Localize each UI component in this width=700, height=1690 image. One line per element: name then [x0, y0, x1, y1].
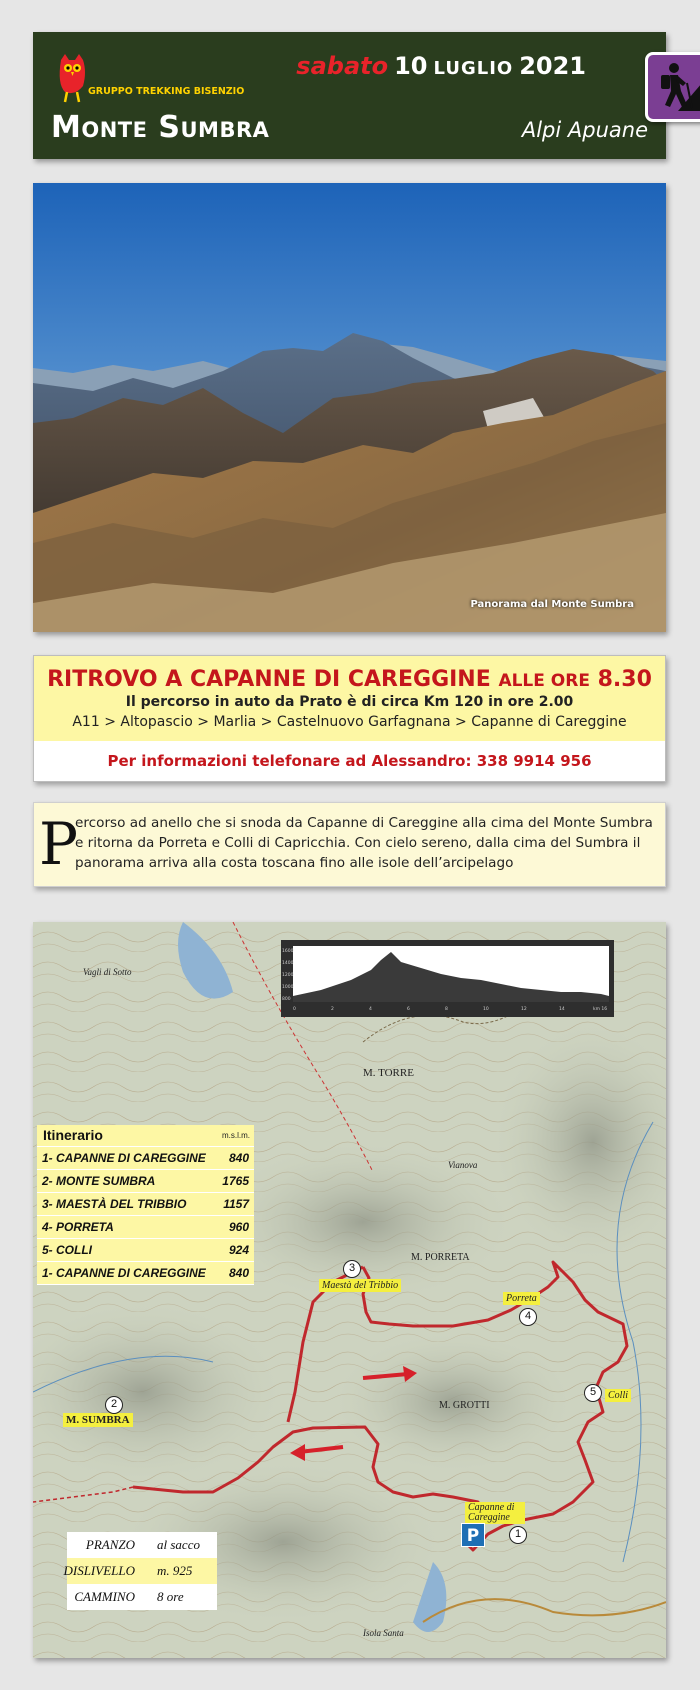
itinerary-unit: m.s.l.m.: [222, 1131, 250, 1140]
profile-y-tick: 1000: [282, 985, 294, 990]
profile-x-tick: 14: [559, 1007, 565, 1012]
itinerary-table: [37, 1125, 254, 1285]
itinerary-stop: 1- CAPANNE DI CAREGGINE: [42, 1151, 206, 1165]
header-banner: [33, 32, 666, 159]
meeting-place: RITROVO A CAPANNE DI CAREGGINE: [47, 667, 491, 692]
profile-x-tick: 12: [521, 1007, 527, 1012]
itinerary-row: [37, 1239, 254, 1262]
itinerary-stop: 1- CAPANNE DI CAREGGINE: [42, 1266, 206, 1280]
itinerary-row: [37, 1147, 254, 1170]
waypoint-number-3: 3: [343, 1260, 361, 1278]
owl-mascot-icon: [55, 52, 89, 106]
profile-y-tick: 1200: [282, 973, 294, 978]
description-box: [33, 802, 666, 887]
itinerary-title: Itinerario: [43, 1127, 103, 1143]
itinerary-altitude: 924: [228, 1243, 249, 1257]
group-logo: [55, 52, 245, 112]
event-date: [296, 52, 586, 80]
event-date-number: 10: [394, 52, 428, 80]
fact-row-duration: [67, 1584, 217, 1610]
itinerary-row: [37, 1170, 254, 1193]
waypoint-number-2: 2: [105, 1396, 123, 1414]
itinerary-row: [37, 1216, 254, 1239]
fact-row-elevation-gain: [63, 1558, 217, 1584]
fact-label: DISLIVELLO: [63, 1563, 135, 1578]
drive-info: Il percorso in auto da Prato è di circa Km 120 in ore 2.00: [125, 694, 574, 710]
contact-info: Per informazioni telefonare ad Alessandro: 338 9914 956: [107, 752, 592, 770]
fact-value: al sacco: [157, 1537, 200, 1552]
event-day: sabato: [296, 52, 389, 80]
itinerary-header: [37, 1125, 254, 1147]
itinerary-stop: 2- MONTE SUMBRA: [42, 1174, 156, 1188]
itinerary-altitude: 840: [228, 1266, 249, 1280]
fact-value: 8 ore: [157, 1589, 184, 1604]
label-m-grotti: M. GROTTI: [439, 1400, 490, 1411]
parking-icon: P: [461, 1523, 485, 1547]
page-title: Monte Sumbra: [51, 110, 270, 145]
photo-caption: Panorama dal Monte Sumbra: [470, 599, 634, 610]
waypoint-tag-capanne: Capanne di Careggine: [465, 1502, 525, 1524]
label-isola-santa: Isola Santa: [363, 1628, 404, 1638]
itinerary-stop: 4- PORRETA: [42, 1220, 114, 1234]
profile-x-tick: 4: [369, 1007, 372, 1012]
elevation-profile-graph: [281, 940, 614, 1017]
group-name: GRUPPO TREKKING BISENZIO: [88, 86, 245, 97]
facts-box: [63, 1532, 217, 1610]
itinerary-row: [37, 1193, 254, 1216]
itinerary-stop: 3- MAESTÀ DEL TRIBBIO: [42, 1197, 187, 1211]
profile-y-tick: 1400: [282, 961, 294, 966]
description-text: ercorso ad anello che si snoda da Capanne di Careggine alla cima del Monte Sumbra e ritorna da Porreta e Colli di Capricchia. Con cielo sereno, dalla cima del Sumbra il panorama arriva alla costa toscana fino alle isole dell’arcipelago: [75, 815, 653, 871]
elevation-profile: [281, 940, 614, 1017]
profile-y-tick: 800: [282, 997, 291, 1002]
itinerary-row: [37, 1262, 254, 1285]
itinerary-stop: 5- COLLI: [42, 1243, 92, 1257]
page-subtitle: Alpi Apuane: [521, 118, 648, 142]
profile-y-tick: 1600: [282, 949, 294, 954]
label-vianova: Vianova: [448, 1160, 478, 1170]
panorama-photo: [33, 183, 666, 632]
hiking-icon: [645, 52, 700, 122]
label-m-torre: M. TORRE: [363, 1067, 414, 1079]
profile-x-tick: 0: [293, 1007, 296, 1012]
profile-x-tick: km 16: [593, 1007, 608, 1012]
itinerary-altitude: 1765: [222, 1174, 249, 1188]
profile-x-tick: 2: [331, 1007, 334, 1012]
drop-cap: P: [39, 810, 79, 878]
itinerary-altitude: 840: [228, 1151, 249, 1165]
meeting-box: [33, 655, 666, 782]
mountain-landscape-image: [33, 183, 666, 632]
itinerary-altitude: 960: [228, 1220, 249, 1234]
waypoint-number-1: 1: [509, 1526, 527, 1544]
fact-label: PRANZO: [85, 1537, 135, 1552]
label-vagli-sotto: Vagli di Sotto: [83, 967, 132, 977]
event-year: 2021: [519, 52, 586, 80]
waypoint-number-5: 5: [584, 1384, 602, 1402]
waypoint-tag-porreta: Porreta: [503, 1292, 540, 1305]
waypoint-tag-maesta: Maestà del Tribbio: [319, 1279, 401, 1292]
meeting-time: 8.30: [597, 667, 652, 692]
event-month: LUGLIO: [433, 58, 514, 79]
fact-row-lunch: [67, 1532, 217, 1558]
route-map: [33, 922, 666, 1658]
label-m-porreta: M. PORRETA: [411, 1252, 470, 1263]
waypoint-tag-sumbra: M. SUMBRA: [63, 1413, 133, 1427]
waypoint-tag-colli: Colli: [605, 1389, 631, 1402]
profile-x-tick: 6: [407, 1007, 410, 1012]
drive-route: A11 > Altopascio > Marlia > Castelnuovo Garfagnana > Capanne di Careggine: [72, 714, 627, 730]
profile-x-tick: 8: [445, 1007, 448, 1012]
meeting-headline-line: [34, 667, 665, 692]
itinerary-altitude: 1157: [223, 1197, 249, 1211]
fact-value: m. 925: [157, 1563, 193, 1578]
waypoint-number-4: 4: [519, 1308, 537, 1326]
fact-label: CAMMINO: [74, 1589, 135, 1604]
meeting-time-prefix: ALLE ORE: [498, 671, 590, 691]
profile-x-tick: 10: [483, 1007, 489, 1012]
meeting-highlight: [34, 656, 665, 741]
